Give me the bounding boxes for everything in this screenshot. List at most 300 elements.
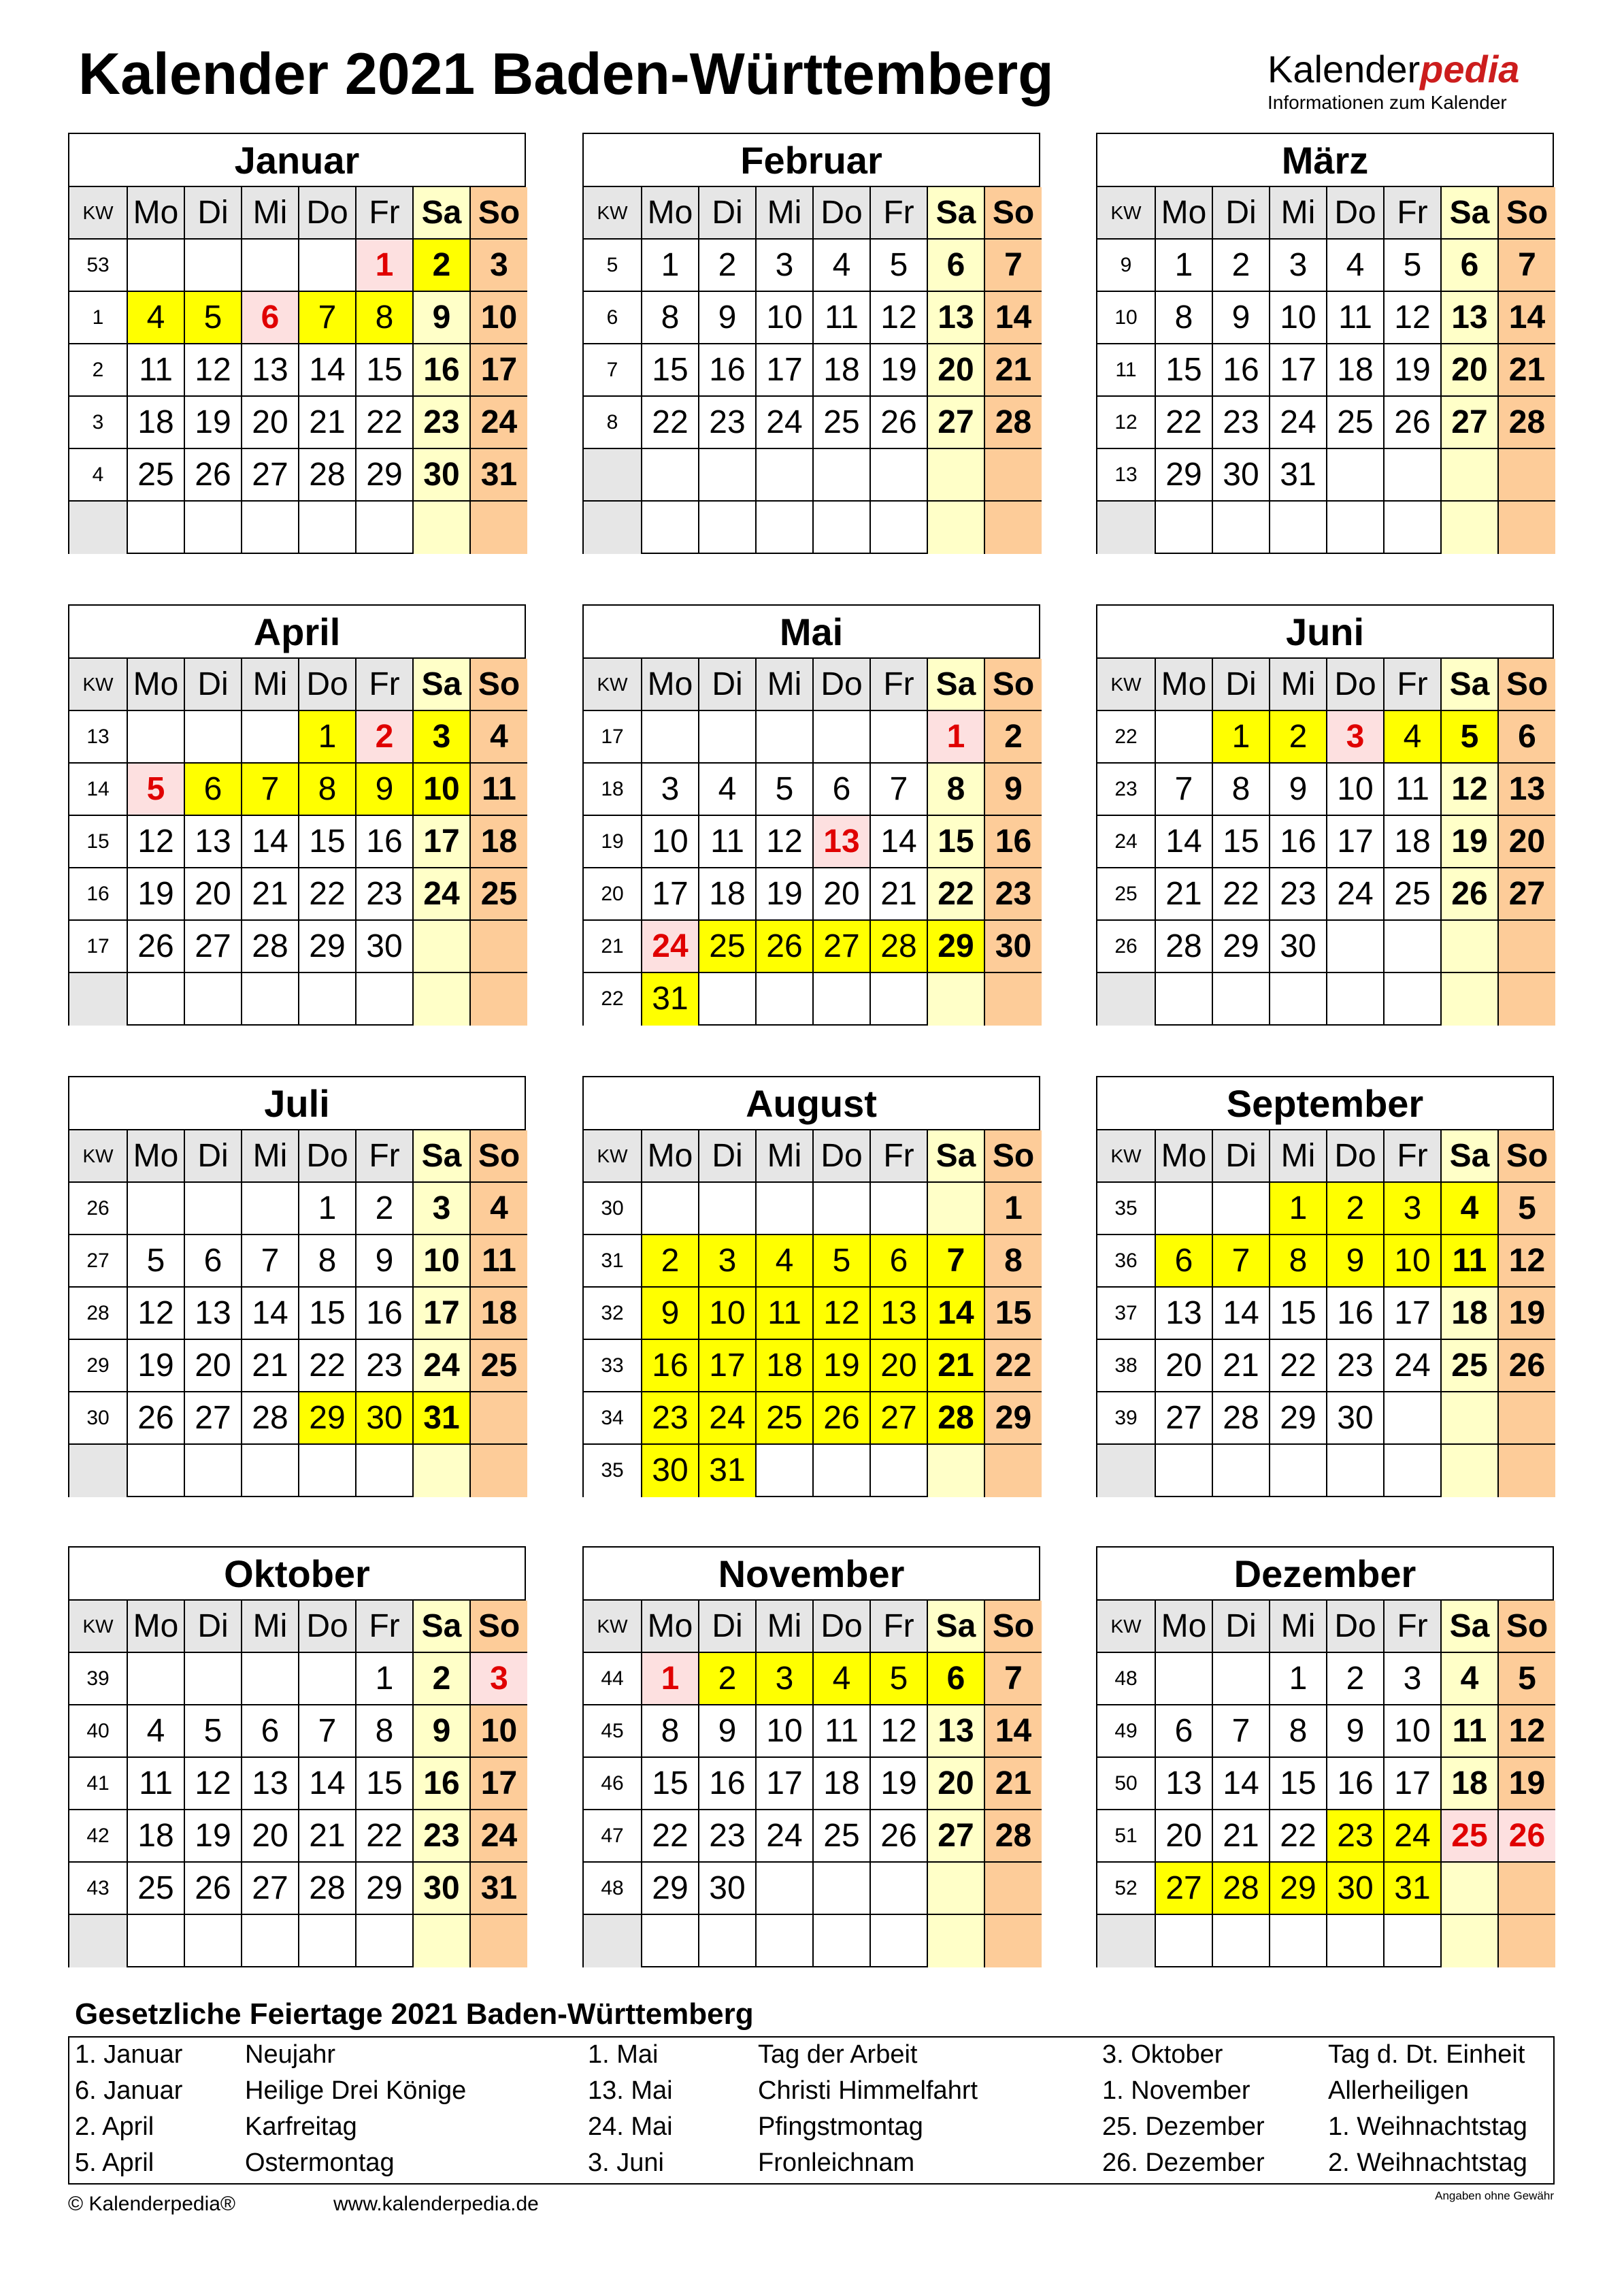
day-cell[interactable]: 19 [128, 1340, 185, 1392]
day-cell[interactable]: 16 [1327, 1758, 1385, 1810]
day-cell[interactable]: 23 [1327, 1340, 1385, 1392]
day-cell[interactable]: 7 [242, 764, 299, 816]
day-cell[interactable]: 17 [642, 868, 699, 921]
day-cell[interactable]: 11 [814, 292, 871, 344]
day-cell[interactable]: 12 [1442, 764, 1499, 816]
day-cell[interactable]: 30 [985, 921, 1042, 973]
day-cell[interactable]: 11 [699, 816, 757, 868]
day-cell[interactable]: 4 [757, 1235, 814, 1288]
day-cell[interactable]: 19 [1499, 1758, 1555, 1810]
day-cell[interactable]: 3 [642, 764, 699, 816]
day-cell[interactable]: 27 [185, 921, 242, 973]
day-cell[interactable]: 24 [757, 397, 814, 449]
day-cell[interactable]: 4 [814, 240, 871, 292]
day-cell[interactable]: 21 [1156, 868, 1213, 921]
day-cell[interactable]: 15 [357, 344, 414, 397]
day-cell[interactable]: 9 [642, 1288, 699, 1340]
day-cell[interactable]: 8 [357, 292, 414, 344]
day-cell[interactable]: 29 [1270, 1863, 1327, 1915]
day-cell[interactable]: 10 [1385, 1235, 1442, 1288]
day-cell[interactable]: 22 [357, 1810, 414, 1863]
day-cell[interactable]: 7 [1213, 1235, 1270, 1288]
day-cell[interactable]: 12 [757, 816, 814, 868]
day-cell[interactable]: 13 [185, 816, 242, 868]
day-cell[interactable]: 14 [299, 344, 357, 397]
day-cell[interactable]: 19 [128, 868, 185, 921]
day-cell[interactable]: 28 [985, 397, 1042, 449]
day-cell[interactable]: 20 [928, 1758, 985, 1810]
day-cell[interactable]: 12 [185, 1758, 242, 1810]
day-cell[interactable]: 7 [299, 1705, 357, 1758]
day-cell[interactable]: 21 [985, 1758, 1042, 1810]
day-cell[interactable]: 13 [871, 1288, 928, 1340]
day-cell[interactable]: 9 [357, 1235, 414, 1288]
day-cell[interactable]: 13 [928, 292, 985, 344]
day-cell[interactable]: 17 [1385, 1758, 1442, 1810]
day-cell[interactable]: 20 [1156, 1340, 1213, 1392]
day-cell[interactable]: 7 [1499, 240, 1555, 292]
day-cell[interactable]: 7 [1156, 764, 1213, 816]
day-cell[interactable]: 21 [871, 868, 928, 921]
day-cell[interactable]: 20 [242, 397, 299, 449]
day-cell[interactable]: 14 [242, 1288, 299, 1340]
day-cell[interactable]: 11 [471, 1235, 527, 1288]
day-cell[interactable]: 19 [814, 1340, 871, 1392]
day-cell[interactable]: 12 [871, 292, 928, 344]
day-cell[interactable]: 26 [814, 1392, 871, 1445]
day-cell[interactable]: 5 [1442, 711, 1499, 764]
day-cell[interactable]: 18 [1442, 1758, 1499, 1810]
day-cell[interactable]: 25 [1442, 1810, 1499, 1863]
day-cell[interactable]: 23 [1327, 1810, 1385, 1863]
day-cell[interactable]: 31 [699, 1445, 757, 1497]
day-cell[interactable]: 19 [871, 1758, 928, 1810]
day-cell[interactable]: 18 [1327, 344, 1385, 397]
day-cell[interactable]: 26 [871, 397, 928, 449]
day-cell[interactable]: 21 [1213, 1340, 1270, 1392]
day-cell[interactable]: 23 [357, 1340, 414, 1392]
day-cell[interactable]: 25 [1385, 868, 1442, 921]
day-cell[interactable]: 6 [928, 1653, 985, 1705]
day-cell[interactable]: 20 [928, 344, 985, 397]
day-cell[interactable]: 30 [357, 1392, 414, 1445]
day-cell[interactable]: 23 [357, 868, 414, 921]
day-cell[interactable]: 1 [985, 1183, 1042, 1235]
day-cell[interactable]: 18 [1385, 816, 1442, 868]
day-cell[interactable]: 11 [814, 1705, 871, 1758]
day-cell[interactable]: 15 [1213, 816, 1270, 868]
day-cell[interactable]: 5 [757, 764, 814, 816]
day-cell[interactable]: 5 [1499, 1653, 1555, 1705]
day-cell[interactable]: 17 [757, 1758, 814, 1810]
day-cell[interactable]: 20 [871, 1340, 928, 1392]
day-cell[interactable]: 29 [642, 1863, 699, 1915]
day-cell[interactable]: 22 [1270, 1810, 1327, 1863]
day-cell[interactable]: 26 [1385, 397, 1442, 449]
day-cell[interactable]: 14 [242, 816, 299, 868]
day-cell[interactable]: 22 [1156, 397, 1213, 449]
day-cell[interactable]: 13 [814, 816, 871, 868]
day-cell[interactable]: 29 [1156, 449, 1213, 502]
day-cell[interactable]: 7 [299, 292, 357, 344]
day-cell[interactable]: 19 [185, 1810, 242, 1863]
day-cell[interactable]: 29 [357, 1863, 414, 1915]
day-cell[interactable]: 19 [1499, 1288, 1555, 1340]
day-cell[interactable]: 24 [471, 1810, 527, 1863]
day-cell[interactable]: 23 [642, 1392, 699, 1445]
day-cell[interactable]: 14 [1499, 292, 1555, 344]
day-cell[interactable]: 22 [1213, 868, 1270, 921]
day-cell[interactable]: 27 [928, 1810, 985, 1863]
day-cell[interactable]: 21 [299, 1810, 357, 1863]
day-cell[interactable]: 6 [242, 1705, 299, 1758]
day-cell[interactable]: 15 [1270, 1758, 1327, 1810]
day-cell[interactable]: 13 [1442, 292, 1499, 344]
day-cell[interactable]: 29 [1270, 1392, 1327, 1445]
day-cell[interactable]: 22 [299, 868, 357, 921]
day-cell[interactable]: 2 [414, 1653, 471, 1705]
day-cell[interactable]: 3 [471, 1653, 527, 1705]
day-cell[interactable]: 26 [128, 921, 185, 973]
day-cell[interactable]: 20 [1499, 816, 1555, 868]
day-cell[interactable]: 24 [471, 397, 527, 449]
day-cell[interactable]: 13 [242, 1758, 299, 1810]
day-cell[interactable]: 28 [242, 1392, 299, 1445]
day-cell[interactable]: 10 [757, 1705, 814, 1758]
day-cell[interactable]: 11 [1327, 292, 1385, 344]
day-cell[interactable]: 31 [1270, 449, 1327, 502]
day-cell[interactable]: 30 [699, 1863, 757, 1915]
day-cell[interactable]: 21 [928, 1340, 985, 1392]
day-cell[interactable]: 16 [699, 344, 757, 397]
day-cell[interactable]: 9 [985, 764, 1042, 816]
day-cell[interactable]: 21 [242, 868, 299, 921]
day-cell[interactable]: 29 [299, 1392, 357, 1445]
day-cell[interactable]: 10 [414, 1235, 471, 1288]
day-cell[interactable]: 11 [757, 1288, 814, 1340]
day-cell[interactable]: 15 [299, 816, 357, 868]
day-cell[interactable]: 23 [414, 1810, 471, 1863]
day-cell[interactable]: 8 [928, 764, 985, 816]
day-cell[interactable]: 25 [1442, 1340, 1499, 1392]
day-cell[interactable]: 30 [414, 449, 471, 502]
day-cell[interactable]: 16 [1270, 816, 1327, 868]
day-cell[interactable]: 12 [128, 816, 185, 868]
day-cell[interactable]: 1 [642, 1653, 699, 1705]
day-cell[interactable]: 20 [1156, 1810, 1213, 1863]
day-cell[interactable]: 24 [757, 1810, 814, 1863]
day-cell[interactable]: 9 [414, 1705, 471, 1758]
day-cell[interactable]: 18 [128, 397, 185, 449]
day-cell[interactable]: 12 [128, 1288, 185, 1340]
day-cell[interactable]: 27 [814, 921, 871, 973]
day-cell[interactable]: 5 [185, 1705, 242, 1758]
day-cell[interactable]: 13 [1156, 1288, 1213, 1340]
day-cell[interactable]: 1 [642, 240, 699, 292]
day-cell[interactable]: 17 [699, 1340, 757, 1392]
day-cell[interactable]: 16 [985, 816, 1042, 868]
day-cell[interactable]: 17 [414, 816, 471, 868]
day-cell[interactable]: 4 [1442, 1653, 1499, 1705]
day-cell[interactable]: 15 [1270, 1288, 1327, 1340]
day-cell[interactable]: 18 [757, 1340, 814, 1392]
day-cell[interactable]: 18 [471, 1288, 527, 1340]
day-cell[interactable]: 18 [814, 344, 871, 397]
day-cell[interactable]: 28 [871, 921, 928, 973]
day-cell[interactable]: 11 [1385, 764, 1442, 816]
day-cell[interactable]: 6 [871, 1235, 928, 1288]
day-cell[interactable]: 22 [357, 397, 414, 449]
day-cell[interactable]: 7 [242, 1235, 299, 1288]
day-cell[interactable]: 6 [242, 292, 299, 344]
day-cell[interactable]: 31 [414, 1392, 471, 1445]
day-cell[interactable]: 10 [414, 764, 471, 816]
day-cell[interactable]: 15 [357, 1758, 414, 1810]
day-cell[interactable]: 6 [1156, 1705, 1213, 1758]
day-cell[interactable]: 14 [871, 816, 928, 868]
day-cell[interactable]: 11 [1442, 1705, 1499, 1758]
day-cell[interactable]: 7 [1213, 1705, 1270, 1758]
day-cell[interactable]: 26 [185, 1863, 242, 1915]
day-cell[interactable]: 30 [357, 921, 414, 973]
day-cell[interactable]: 26 [1442, 868, 1499, 921]
day-cell[interactable]: 12 [1499, 1235, 1555, 1288]
day-cell[interactable]: 23 [1270, 868, 1327, 921]
day-cell[interactable]: 6 [1499, 711, 1555, 764]
day-cell[interactable]: 15 [642, 1758, 699, 1810]
day-cell[interactable]: 19 [1385, 344, 1442, 397]
day-cell[interactable]: 1 [1270, 1183, 1327, 1235]
day-cell[interactable]: 22 [985, 1340, 1042, 1392]
day-cell[interactable]: 27 [1156, 1863, 1213, 1915]
day-cell[interactable]: 1 [357, 240, 414, 292]
day-cell[interactable]: 27 [242, 449, 299, 502]
day-cell[interactable]: 26 [185, 449, 242, 502]
day-cell[interactable]: 1 [299, 1183, 357, 1235]
day-cell[interactable]: 3 [1385, 1653, 1442, 1705]
day-cell[interactable]: 3 [414, 1183, 471, 1235]
day-cell[interactable]: 29 [299, 921, 357, 973]
day-cell[interactable]: 21 [985, 344, 1042, 397]
day-cell[interactable]: 2 [699, 1653, 757, 1705]
day-cell[interactable]: 2 [357, 1183, 414, 1235]
day-cell[interactable]: 8 [1156, 292, 1213, 344]
day-cell[interactable]: 31 [471, 1863, 527, 1915]
day-cell[interactable]: 3 [471, 240, 527, 292]
day-cell[interactable]: 20 [242, 1810, 299, 1863]
day-cell[interactable]: 29 [928, 921, 985, 973]
day-cell[interactable]: 4 [471, 711, 527, 764]
day-cell[interactable]: 19 [1442, 816, 1499, 868]
day-cell[interactable]: 1 [299, 711, 357, 764]
day-cell[interactable]: 20 [814, 868, 871, 921]
day-cell[interactable]: 22 [1270, 1340, 1327, 1392]
day-cell[interactable]: 14 [299, 1758, 357, 1810]
day-cell[interactable]: 5 [871, 1653, 928, 1705]
day-cell[interactable]: 2 [1327, 1653, 1385, 1705]
day-cell[interactable]: 27 [242, 1863, 299, 1915]
day-cell[interactable]: 3 [1270, 240, 1327, 292]
day-cell[interactable]: 30 [642, 1445, 699, 1497]
day-cell[interactable]: 2 [414, 240, 471, 292]
day-cell[interactable]: 20 [185, 1340, 242, 1392]
day-cell[interactable]: 24 [1385, 1340, 1442, 1392]
day-cell[interactable]: 28 [985, 1810, 1042, 1863]
day-cell[interactable]: 27 [871, 1392, 928, 1445]
day-cell[interactable]: 10 [699, 1288, 757, 1340]
day-cell[interactable]: 16 [357, 816, 414, 868]
day-cell[interactable]: 17 [471, 344, 527, 397]
day-cell[interactable]: 28 [1156, 921, 1213, 973]
day-cell[interactable]: 9 [1213, 292, 1270, 344]
day-cell[interactable]: 28 [242, 921, 299, 973]
day-cell[interactable]: 16 [1327, 1288, 1385, 1340]
day-cell[interactable]: 8 [1213, 764, 1270, 816]
day-cell[interactable]: 31 [1385, 1863, 1442, 1915]
day-cell[interactable]: 20 [1442, 344, 1499, 397]
day-cell[interactable]: 8 [1270, 1235, 1327, 1288]
day-cell[interactable]: 17 [1327, 816, 1385, 868]
day-cell[interactable]: 14 [985, 292, 1042, 344]
day-cell[interactable]: 25 [1327, 397, 1385, 449]
day-cell[interactable]: 13 [242, 344, 299, 397]
day-cell[interactable]: 16 [1213, 344, 1270, 397]
day-cell[interactable]: 24 [414, 1340, 471, 1392]
day-cell[interactable]: 24 [1270, 397, 1327, 449]
day-cell[interactable]: 13 [1156, 1758, 1213, 1810]
day-cell[interactable]: 26 [128, 1392, 185, 1445]
day-cell[interactable]: 28 [1499, 397, 1555, 449]
day-cell[interactable]: 15 [642, 344, 699, 397]
day-cell[interactable]: 4 [1442, 1183, 1499, 1235]
day-cell[interactable]: 1 [928, 711, 985, 764]
day-cell[interactable]: 7 [985, 1653, 1042, 1705]
day-cell[interactable]: 14 [1156, 816, 1213, 868]
day-cell[interactable]: 25 [699, 921, 757, 973]
day-cell[interactable]: 21 [299, 397, 357, 449]
day-cell[interactable]: 24 [1327, 868, 1385, 921]
day-cell[interactable]: 23 [1213, 397, 1270, 449]
day-cell[interactable]: 6 [1442, 240, 1499, 292]
day-cell[interactable]: 16 [699, 1758, 757, 1810]
day-cell[interactable]: 7 [928, 1235, 985, 1288]
day-cell[interactable]: 3 [757, 240, 814, 292]
day-cell[interactable]: 28 [299, 1863, 357, 1915]
day-cell[interactable]: 14 [1213, 1288, 1270, 1340]
day-cell[interactable]: 10 [1270, 292, 1327, 344]
day-cell[interactable]: 13 [928, 1705, 985, 1758]
day-cell[interactable]: 6 [185, 764, 242, 816]
day-cell[interactable]: 9 [699, 292, 757, 344]
day-cell[interactable]: 10 [471, 292, 527, 344]
day-cell[interactable]: 30 [414, 1863, 471, 1915]
day-cell[interactable]: 15 [985, 1288, 1042, 1340]
day-cell[interactable]: 29 [985, 1392, 1042, 1445]
day-cell[interactable]: 24 [1385, 1810, 1442, 1863]
day-cell[interactable]: 14 [985, 1705, 1042, 1758]
day-cell[interactable]: 4 [128, 1705, 185, 1758]
day-cell[interactable]: 13 [1499, 764, 1555, 816]
day-cell[interactable]: 3 [414, 711, 471, 764]
day-cell[interactable]: 13 [185, 1288, 242, 1340]
day-cell[interactable]: 5 [128, 1235, 185, 1288]
day-cell[interactable]: 31 [642, 973, 699, 1026]
day-cell[interactable]: 15 [928, 816, 985, 868]
day-cell[interactable]: 4 [1385, 711, 1442, 764]
day-cell[interactable]: 25 [471, 868, 527, 921]
day-cell[interactable]: 17 [1270, 344, 1327, 397]
day-cell[interactable]: 3 [757, 1653, 814, 1705]
day-cell[interactable]: 19 [871, 344, 928, 397]
day-cell[interactable]: 3 [699, 1235, 757, 1288]
day-cell[interactable]: 2 [357, 711, 414, 764]
day-cell[interactable]: 9 [1327, 1705, 1385, 1758]
day-cell[interactable]: 11 [471, 764, 527, 816]
day-cell[interactable]: 8 [642, 292, 699, 344]
day-cell[interactable]: 10 [471, 1705, 527, 1758]
day-cell[interactable]: 16 [414, 1758, 471, 1810]
day-cell[interactable]: 4 [471, 1183, 527, 1235]
day-cell[interactable]: 17 [414, 1288, 471, 1340]
day-cell[interactable]: 9 [414, 292, 471, 344]
day-cell[interactable]: 18 [128, 1810, 185, 1863]
day-cell[interactable]: 5 [814, 1235, 871, 1288]
day-cell[interactable]: 4 [128, 292, 185, 344]
day-cell[interactable]: 11 [128, 1758, 185, 1810]
day-cell[interactable]: 15 [1156, 344, 1213, 397]
day-cell[interactable]: 18 [814, 1758, 871, 1810]
day-cell[interactable]: 30 [1213, 449, 1270, 502]
day-cell[interactable]: 12 [1385, 292, 1442, 344]
day-cell[interactable]: 29 [1213, 921, 1270, 973]
day-cell[interactable]: 9 [357, 764, 414, 816]
day-cell[interactable]: 5 [1499, 1183, 1555, 1235]
day-cell[interactable]: 28 [1213, 1863, 1270, 1915]
day-cell[interactable]: 31 [471, 449, 527, 502]
day-cell[interactable]: 21 [1499, 344, 1555, 397]
day-cell[interactable]: 21 [242, 1340, 299, 1392]
day-cell[interactable]: 12 [814, 1288, 871, 1340]
day-cell[interactable]: 8 [357, 1705, 414, 1758]
day-cell[interactable]: 22 [299, 1340, 357, 1392]
day-cell[interactable]: 30 [1270, 921, 1327, 973]
day-cell[interactable]: 16 [357, 1288, 414, 1340]
day-cell[interactable]: 5 [871, 240, 928, 292]
day-cell[interactable]: 19 [185, 397, 242, 449]
day-cell[interactable]: 15 [299, 1288, 357, 1340]
day-cell[interactable]: 30 [1327, 1863, 1385, 1915]
day-cell[interactable]: 1 [1270, 1653, 1327, 1705]
day-cell[interactable]: 14 [1213, 1758, 1270, 1810]
day-cell[interactable]: 4 [699, 764, 757, 816]
day-cell[interactable]: 3 [1327, 711, 1385, 764]
day-cell[interactable]: 26 [1499, 1340, 1555, 1392]
day-cell[interactable]: 9 [1327, 1235, 1385, 1288]
day-cell[interactable]: 10 [642, 816, 699, 868]
day-cell[interactable]: 2 [699, 240, 757, 292]
day-cell[interactable]: 11 [1442, 1235, 1499, 1288]
day-cell[interactable]: 2 [985, 711, 1042, 764]
day-cell[interactable]: 5 [1385, 240, 1442, 292]
day-cell[interactable]: 26 [757, 921, 814, 973]
day-cell[interactable]: 29 [357, 449, 414, 502]
day-cell[interactable]: 27 [185, 1392, 242, 1445]
day-cell[interactable]: 23 [699, 1810, 757, 1863]
day-cell[interactable]: 12 [871, 1705, 928, 1758]
day-cell[interactable]: 11 [128, 344, 185, 397]
day-cell[interactable]: 5 [128, 764, 185, 816]
day-cell[interactable]: 25 [814, 397, 871, 449]
